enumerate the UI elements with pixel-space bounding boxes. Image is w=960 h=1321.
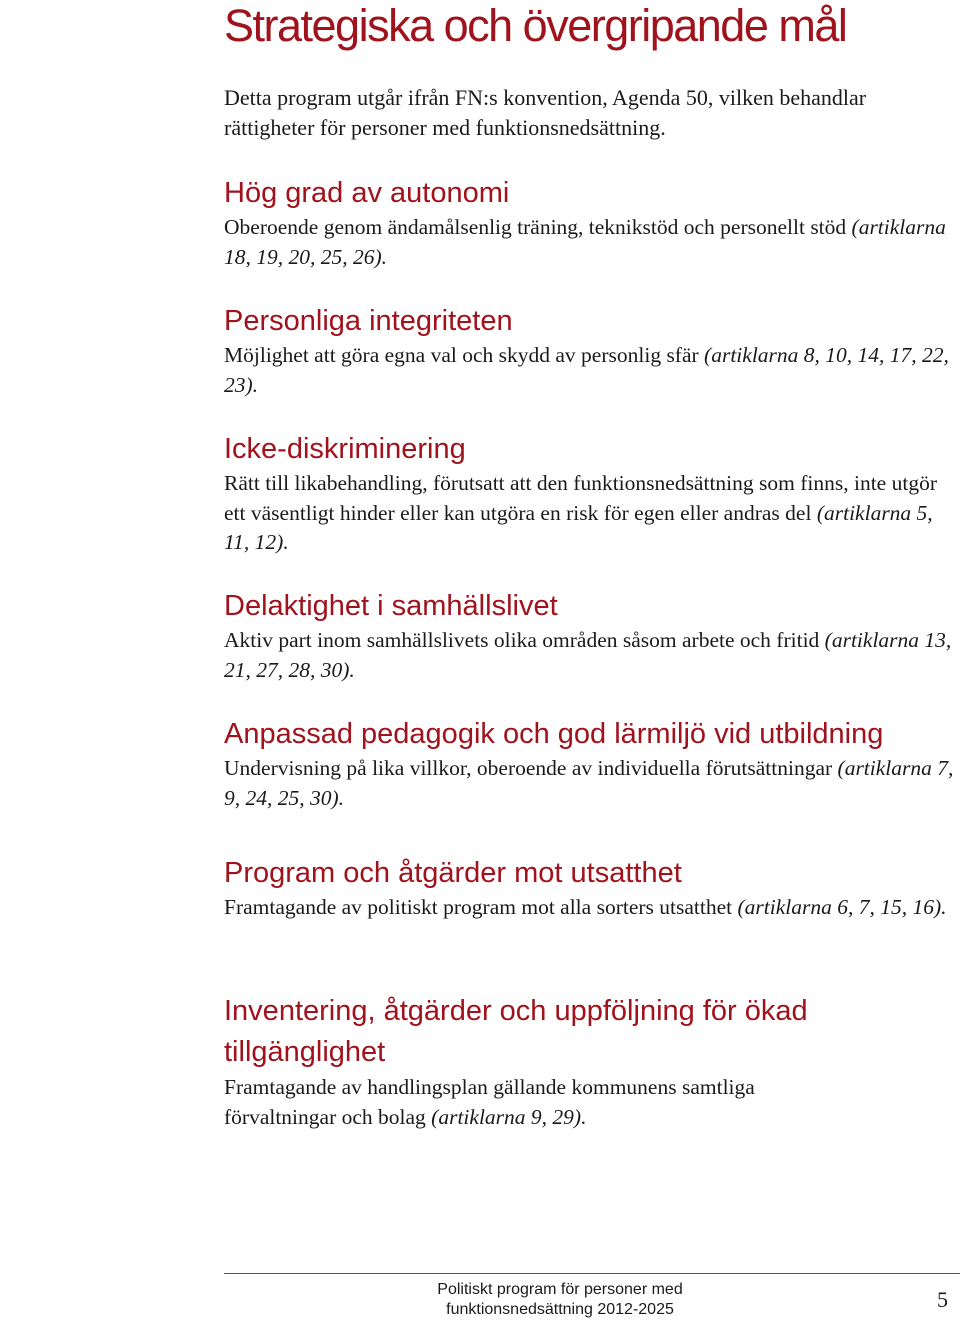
section-articles: (artiklarna 8, 10, 14, 17, 22, 23). [224, 343, 949, 397]
footer-line: Politiskt program för personer med [437, 1281, 683, 1298]
section-text: Möjlighet att göra egna val och skydd av personlig sfär [224, 343, 705, 367]
section-body [224, 754, 958, 813]
section-articles: (artiklarna 18, 19, 20, 25, 26). [224, 215, 946, 269]
section-text: Oberoende genom ändamålsenlig träning, teknikstöd och personellt stöd [224, 215, 852, 239]
section-articles: (artiklarna 13, 21, 27, 28, 30). [224, 628, 952, 682]
section-participation [224, 586, 958, 685]
section-vulnerability [224, 853, 958, 923]
section-heading: Delaktighet i samhällslivet [224, 590, 558, 622]
section-heading: Icke-diskriminering [224, 433, 466, 465]
section-heading: Inventering, åtgärder och uppföljning för ökad tillgänglighet [224, 995, 808, 1068]
page-title: Strategiska och övergripande mål [224, 0, 847, 51]
section-text: Rätt till likabehandling, förutsatt att den funktionsnedsättning som finns, inte utgör ett väsentligt hinder eller kan utgöra en risk för egen eller andras del [224, 471, 937, 525]
footer-line: funktionsnedsättning 2012-2025 [446, 1301, 674, 1318]
section-integrity [224, 301, 958, 400]
section-autonomy [224, 173, 958, 272]
section-articles: (artiklarna 9, 29). [431, 1104, 587, 1129]
section-body [224, 341, 958, 400]
section-articles: (artiklarna 5, 11, 12). [224, 500, 933, 554]
section-accessibility [224, 991, 958, 1132]
section-body [224, 469, 958, 558]
section-text: Framtagande av politiskt program mot alla sorters utsatthet [224, 895, 738, 919]
section-body [224, 1073, 864, 1132]
section-articles: (artiklarna 7, 9, 24, 25, 30). [224, 756, 954, 810]
section-body [224, 213, 958, 272]
footer-title [350, 1280, 770, 1320]
section-text: Framtagande av handlingsplan gällande kommunens samtliga förvaltningar och bolag [224, 1075, 755, 1129]
section-heading: Program och åtgärder mot utsatthet [224, 857, 682, 889]
section-articles: (artiklarna 6, 7, 15, 16). [737, 895, 947, 919]
section-text: Undervisning på lika villkor, oberoende av individuella förutsättningar [224, 756, 838, 780]
page-number: 5 [937, 1287, 948, 1312]
section-body [224, 626, 958, 685]
section-body [224, 893, 958, 923]
section-heading: Personliga integriteten [224, 305, 513, 337]
section-text: Aktiv part inom samhällslivets olika områden såsom arbete och fritid [224, 628, 825, 652]
footer-divider [224, 1273, 960, 1274]
section-heading: Hög grad av autonomi [224, 177, 510, 209]
section-pedagogy [224, 714, 958, 813]
section-non-discrimination [224, 429, 958, 558]
section-heading: Anpassad pedagogik och god lärmiljö vid utbildning [224, 718, 884, 750]
intro-paragraph: Detta program utgår ifrån FN:s konvention, Agenda 50, vilken behandlar rättigheter för personer med funktionsnedsättning. [224, 85, 867, 140]
